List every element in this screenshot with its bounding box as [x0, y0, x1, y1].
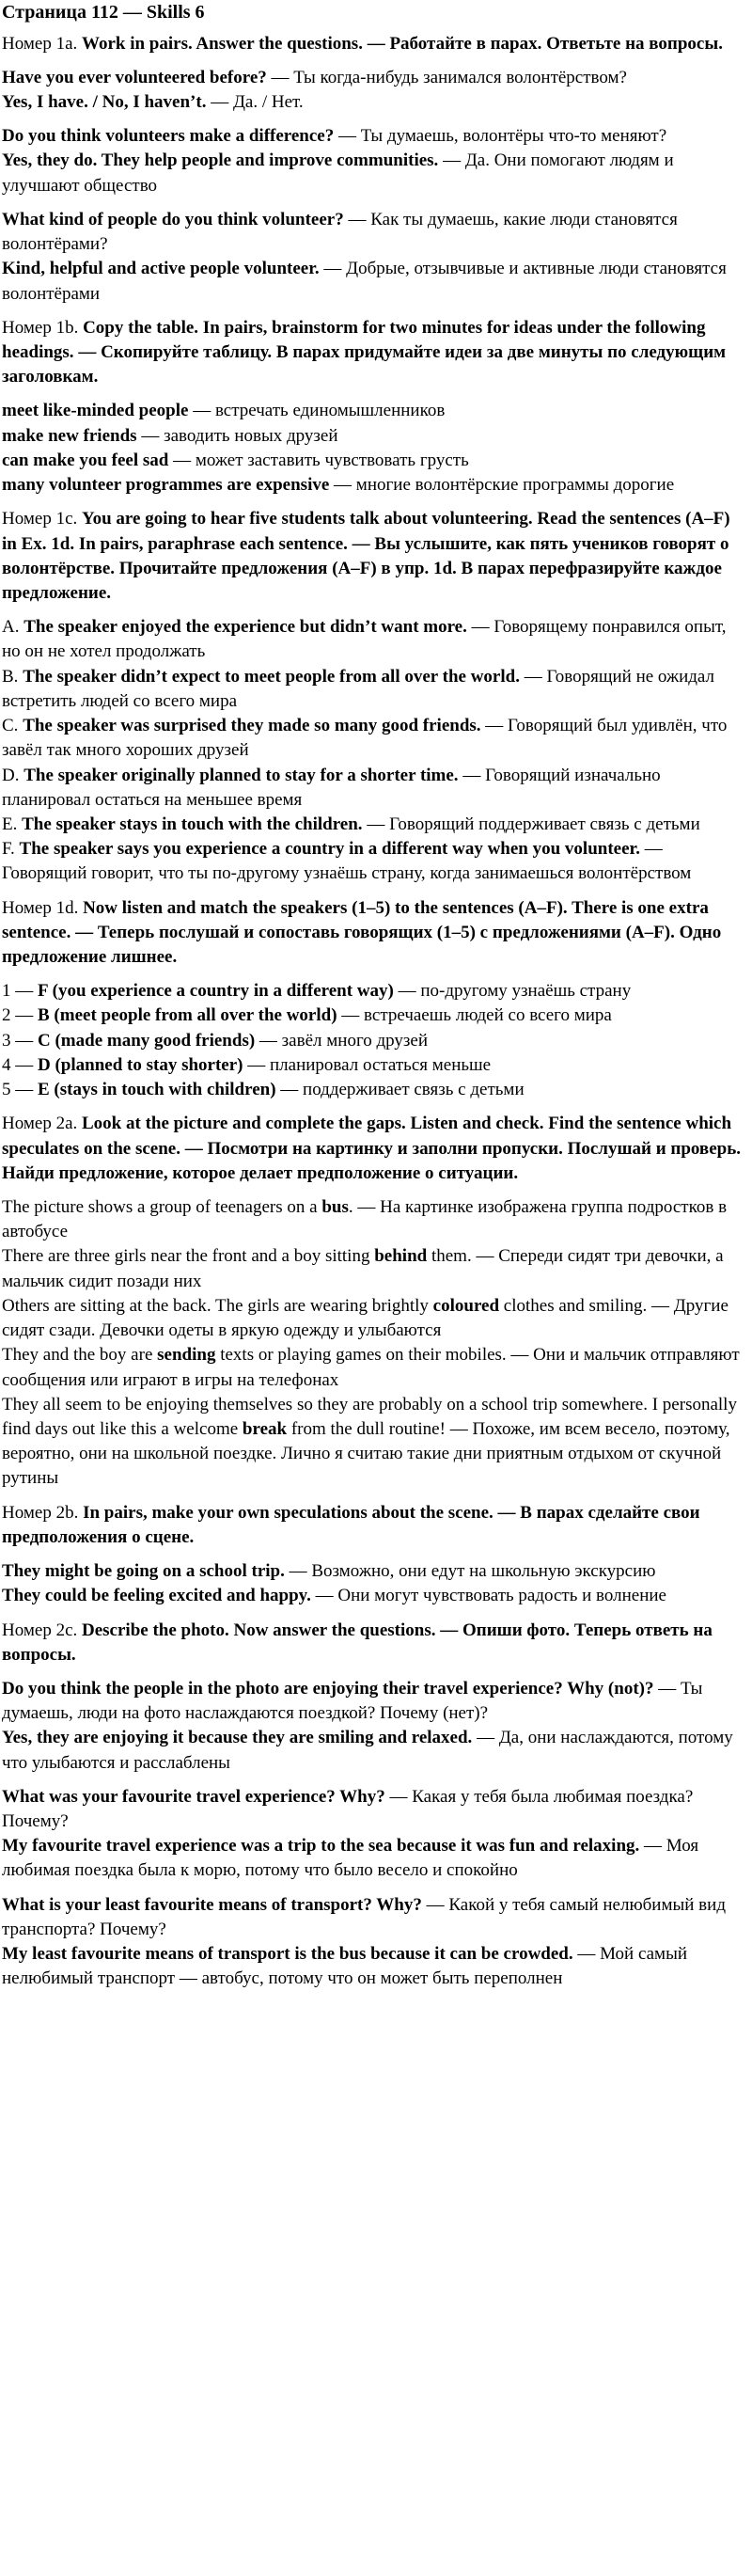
qa-pair [2, 208, 744, 307]
task-ru: Вы услышите, как пять учеников говорят о волонтёрстве. Прочитайте предложения (A–F) в упр. 1d. В парах перефразируйте каждое предложение. [2, 533, 729, 603]
answer-item: 2 — B (meet people from all over the world) — встречаешь людей со всего мира [2, 1005, 612, 1026]
task-1c: Номер 1c. You are going to hear five students talk about volunteering. Read the sentences (A–F) in Ex. 1d. In pairs, paraphrase each sentence. — Вы услышите, как пять учеников говорят о волонтёрстве. Прочитайте предложения (A–F) в упр. 1d. В парах перефразируйте каждое предложение. [2, 509, 730, 603]
qa-pair [2, 1677, 744, 1776]
qa-pair [2, 66, 744, 115]
task-2a: Номер 2a. Look at the picture and complete the gaps. Listen and check. Find the sentence which speculates on the scene. — Посмотри на картинку и заполни пропуски. Послушай и проверь. Найди предложение, которое делает предположение о ситуации. [2, 1114, 741, 1183]
qa-pair [2, 1893, 744, 1992]
sentence-list [2, 615, 744, 886]
answer: Yes, they do. They help people and improve communities. — Да. Они помогают людям и улучшают общество [2, 150, 674, 196]
sentence-item: F. The speaker says you experience a country in a different way when you volunteer. — Говорящий говорит, что ты по-другому узнаёшь страну, когда занимаешься волонтёрством [2, 839, 692, 884]
task-1a: Номер 1a. Work in pairs. Answer the questions. — Работайте в парах. Ответьте на вопросы. [2, 33, 723, 54]
answer: Yes, I have. / No, I haven’t. — Да. / Нет. [2, 92, 304, 113]
task-2c: Номер 2c. Describe the photo. Now answer the questions. — Опиши фото. Теперь ответь на вопросы. [2, 1620, 713, 1665]
answer-item: 4 — D (planned to stay shorter) — планировал остаться меньше [2, 1054, 492, 1075]
speculation: They might be going on a school trip. — Возможно, они едут на школьную экскурсию [2, 1561, 656, 1582]
speculation-list [2, 1559, 744, 1608]
answer-item: 1 — F (you experience a country in a different way) — по-другому узнаёшь страну [2, 981, 632, 1002]
task-number: Номер 2c. [2, 1620, 78, 1640]
task-2b: Номер 2b. In pairs, make your own speculations about the scene. — В парах сделайте свои предположения о сцене. [2, 1502, 700, 1547]
qa-pair [2, 124, 744, 198]
task-en: Now listen and match the speakers (1–5) to the sentences (A–F). There is one extra sentence. [2, 897, 709, 942]
answer: My least favourite means of transport is the bus because it can be crowded. — Мой самый нелюбимый транспорт — автобус, потому что он может быть переполнен [2, 1944, 688, 1989]
gap-line: Others are sitting at the back. The girls are wearing brightly coloured clothes and smiling. — Другие сидят сзади. Девочки одеты в яркую одежду и улыбаются [2, 1295, 728, 1341]
question: What is your least favourite means of transport? Why? — Какой у тебя самый нелюбимый вид транспорта? Почему? [2, 1894, 726, 1939]
task-ru: Скопируйте таблицу. В парах придумайте идеи за две минуты по следующим заголовкам. [2, 342, 727, 387]
task-ru: Посмотри на картинку и заполни пропуски. Послушай и проверь. Найди предложение, которое делает предположение о ситуации. [2, 1138, 741, 1183]
task-en: In pairs, make your own speculations about the scene. [83, 1502, 494, 1523]
gap-line: The picture shows a group of teenagers on a bus. — На картинке изображена группа подростков в автобусе [2, 1197, 728, 1242]
answer-list [2, 979, 744, 1102]
page-title: Страница 112 — Skills 6 [2, 2, 205, 23]
sentence-item: C. The speaker was surprised they made so many good friends. — Говорящий был удивлён, что завёл так много хороших друзей [2, 716, 728, 761]
gap-line: They all seem to be enjoying themselves so they are probably on a school trip somewhere. I personally find days out like this a welcome break from the dull routine! — Похоже, им всем весело, поэтому, вероятно, они на школьной поездке. Лично я считаю такие дни приятным отдыхом от скучной рутины [2, 1394, 737, 1489]
task-number: Номер 1a. [2, 33, 78, 54]
question: Do you think the people in the photo are enjoying their travel experience? Why (not)? — Ты думаешь, люди на фото наслаждаются поездкой? Почему (нет)? [2, 1678, 703, 1724]
phrase: many volunteer programmes are expensive — многие волонтёрские программы дорогие [2, 475, 675, 496]
task-ru: Теперь послушай и сопоставь говорящих (1–5) с предложениями (A–F). Одно предложение лишнее. [2, 922, 722, 968]
sentence-item: B. The speaker didn’t expect to meet people from all over the world. — Говорящий не ожидал встретить людей со всего мира [2, 666, 714, 711]
question: Do you think volunteers make a difference? — Ты думаешь, волонтёры что-то меняют? [2, 126, 667, 147]
task-en: Look at the picture and complete the gaps. Listen and check. Find the sentence which speculates on the scene. [2, 1114, 732, 1159]
sentence-item: E. The speaker stays in touch with the children. — Говорящий поддерживает связь с детьми [2, 814, 700, 834]
task-en: Copy the table. In pairs, brainstorm for two minutes for ideas under the following headings. [2, 317, 706, 362]
question: What kind of people do you think volunteer? — Как ты думаешь, какие люди становятся волонтёрами? [2, 209, 678, 255]
question: What was your favourite travel experience? Why? — Какая у тебя была любимая поездка? Почему? [2, 1786, 694, 1832]
gap-text [2, 1195, 744, 1492]
phrase: can make you feel sad — может заставить чувствовать грусть [2, 450, 469, 470]
task-number: Номер 1d. [2, 897, 79, 918]
task-ru: Опиши фото. Теперь ответь на вопросы. [2, 1620, 713, 1665]
task-en: Describe the photo. Now answer the questions. [82, 1620, 436, 1640]
task-number: Номер 2a. [2, 1114, 78, 1134]
task-number: Номер 1b. [2, 317, 79, 338]
phrase-list [2, 399, 744, 498]
answer: Kind, helpful and active people volunteer. — Добрые, отзывчивые и активные люди становятся волонтёрами [2, 259, 727, 304]
gap-line: They and the boy are sending texts or playing games on their mobiles. — Они и мальчик отправляют сообщения или играют в игры на телефонах [2, 1345, 740, 1390]
answer: Yes, they are enjoying it because they are smiling and relaxed. — Да, они наслаждаются, потому что улыбаются и расслаблены [2, 1728, 733, 1773]
task-number: Номер 2b. [2, 1502, 79, 1523]
speculation: They could be feeling excited and happy. — Они могут чувствовать радость и волнение [2, 1586, 666, 1606]
task-ru: В парах сделайте свои предположения о сцене. [2, 1502, 700, 1547]
task-en: You are going to hear five students talk about volunteering. Read the sentences (A–F) in Ex. 1d. In pairs, paraphrase each sentence. [2, 509, 730, 554]
task-ru: Работайте в парах. Ответьте на вопросы. [389, 33, 723, 54]
question: Have you ever volunteered before? — Ты когда-нибудь занимался волонтёрством? [2, 67, 627, 87]
phrase: make new friends — заводить новых друзей [2, 425, 338, 446]
task-en: Work in pairs. Answer the questions. [82, 33, 363, 54]
gap-line: There are three girls near the front and a boy sitting behind them. — Спереди сидят три девочки, а мальчик сидит позади них [2, 1246, 724, 1291]
qa-pair [2, 1785, 744, 1884]
sentence-item: A. The speaker enjoyed the experience but didn’t want more. — Говорящему понравился опыт, но он не хотел продолжать [2, 617, 727, 662]
task-1b: Номер 1b. Copy the table. In pairs, brainstorm for two minutes for ideas under the following headings. — Скопируйте таблицу. В парах придумайте идеи за две минуты по следующим заголовкам. [2, 317, 727, 387]
task-number: Номер 1c. [2, 509, 78, 529]
task-1d: Номер 1d. Now listen and match the speakers (1–5) to the sentences (A–F). There is one extra sentence. — Теперь послушай и сопоставь говорящих (1–5) с предложениями (A–F). Одно предложение лишнее. [2, 897, 722, 968]
sentence-item: D. The speaker originally planned to stay for a shorter time. — Говорящий изначально планировал остаться на меньшее время [2, 765, 661, 810]
answer-item: 5 — E (stays in touch with children) — поддерживает связь с детьми [2, 1080, 525, 1100]
answer: My favourite travel experience was a trip to the sea because it was fun and relaxing. — Моя любимая поездка была к морю, потому что было весело и спокойно [2, 1836, 699, 1881]
phrase: meet like-minded people — встречать единомышленников [2, 401, 446, 421]
answer-item: 3 — C (made many good friends) — завёл много друзей [2, 1030, 429, 1051]
